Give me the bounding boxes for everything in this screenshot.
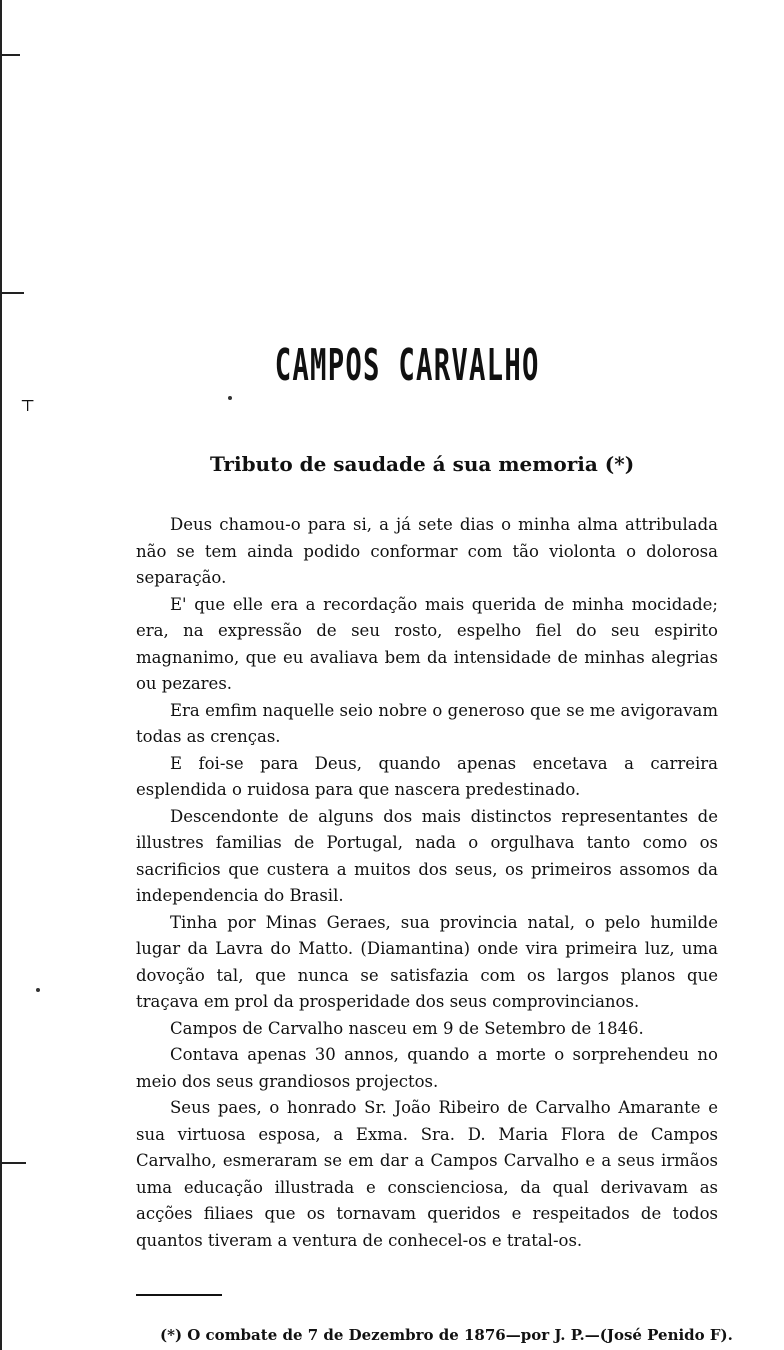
page-title: CAMPOS CARVALHO <box>274 340 540 391</box>
title-block <box>0 340 784 400</box>
edge-tick-mark <box>0 54 20 56</box>
edge-tick-mark <box>0 292 24 294</box>
paragraph: Descendonte de alguns dos mais distinctos representantes de illustres familias de Portugal, nada o orgulhava tanto como os sacrificios que custera a muitos dos seus, os primeiros assomos da independencia do Brasil. <box>136 806 718 905</box>
paragraph: Deus chamou-o para si, a já sete dias o minha alma attribulada não se tem ainda podido conformar com tão violonta o dolorosa separação. <box>136 515 718 587</box>
paragraph: E' que elle era a recordação mais querida de minha mocidade; era, na expressão de seu rosto, espelho fiel do seu espirito magnanimo, que eu avaliava bem da intensidade de minhas alegrias ou pezares. <box>136 594 718 693</box>
article-body <box>136 512 718 1254</box>
paragraph: Era emfim naquelle seio nobre o generoso que se me avigoravam todas as crenças. <box>136 700 718 746</box>
page-left-edge <box>0 0 2 1350</box>
print-speck <box>36 988 40 992</box>
footnote: (*) O combate de 7 de Dezembro de 1876—por J. P.—(José Penido F). <box>160 1326 733 1344</box>
paragraph: Contava apenas 30 annos, quando a morte o sorprehendeu no meio dos seus grandiosos projectos. <box>136 1045 718 1091</box>
paragraph: Campos de Carvalho nasceu em 9 de Setembro de 1846. <box>170 1018 644 1038</box>
footnote-rule <box>136 1294 222 1296</box>
edge-tick-mark <box>0 1162 26 1164</box>
edge-arrow-mark: ⊤ <box>20 396 36 415</box>
paragraph: Tinha por Minas Geraes, sua provincia natal, o pelo humilde lugar da Lavra do Matto. (Diamantina) onde vira primeira luz, uma dovoção tal, que nunca se satisfazia com os largos planos que traçava em prol da prosperidade dos seus comprovincianos. <box>136 912 718 1011</box>
page-subtitle: Tributo de saudade á sua memoria (*) <box>210 452 635 476</box>
paragraph: Seus paes, o honrado Sr. João Ribeiro de Carvalho Amarante e sua virtuosa esposa, a Exma. Sra. D. Maria Flora de Campos Carvalho, esmeraram se em dar a Campos Carvalho e a seus irmãos uma educação illustrada e conscienciosa, da qual derivavam as acções filiaes que os tornavam queridos e respeitados de todos quantos tiveram a ventura de conhecel-os e tratal-os. <box>136 1098 718 1250</box>
paragraph: E foi-se para Deus, quando apenas encetava a carreira esplendida o ruidosa para que nascera predestinado. <box>136 753 718 799</box>
